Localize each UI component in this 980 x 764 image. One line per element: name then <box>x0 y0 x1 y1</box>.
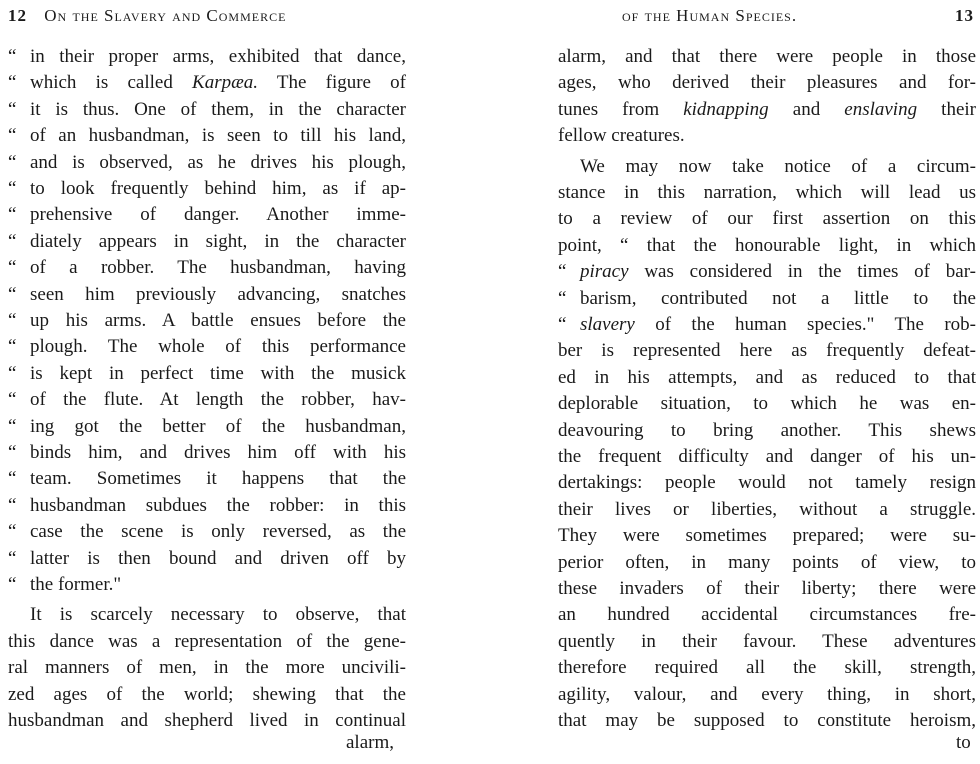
quote-mark: “ <box>8 125 17 147</box>
quote-mark: “ <box>558 314 567 335</box>
line-text: an hundred accidental circumstances fre- <box>558 604 976 626</box>
line-text: of the human species." The rob- <box>634 314 976 335</box>
right-page-number: 13 <box>955 6 974 25</box>
line-text: husbandman and shepherd lived in continual <box>8 710 406 731</box>
text-line <box>558 259 976 285</box>
text-line <box>8 282 406 308</box>
line-text: point, “ that the honourable light, in which <box>558 234 976 256</box>
line-text: stance in this narration, which will lead us <box>558 182 976 203</box>
line-text: of an husbandman, is seen to till his land, <box>30 125 406 147</box>
line-text: and <box>768 98 845 120</box>
text-line <box>8 176 406 202</box>
text-line <box>8 150 406 176</box>
quote-mark: “ <box>8 389 17 411</box>
text-line <box>8 493 406 519</box>
quote-mark: “ <box>558 287 567 309</box>
text-line <box>8 546 406 572</box>
text-line <box>8 414 406 440</box>
text-line <box>30 602 406 628</box>
text-line <box>558 444 976 470</box>
line-text: their <box>917 98 976 120</box>
left-page <box>0 0 420 764</box>
quote-mark: “ <box>8 547 17 569</box>
text-line <box>558 470 976 496</box>
left-running-head <box>8 6 408 34</box>
text-line <box>8 97 406 123</box>
text-line <box>558 523 976 549</box>
line-text: of a robber. The husbandman, having <box>30 257 406 279</box>
text-line <box>8 70 406 96</box>
quote-mark: “ <box>8 283 17 305</box>
line-text: plough. The whole of this performance <box>30 336 406 358</box>
line-text: their lives or liberties, without a struggle. <box>558 498 976 520</box>
line-text: this dance was a representation of the gene- <box>8 630 406 652</box>
line-text: They were sometimes prepared; were su- <box>558 525 976 547</box>
text-line <box>8 519 406 545</box>
line-text: latter is then bound and driven off by <box>30 547 406 569</box>
right-running-title: of the Human Species. <box>622 6 798 25</box>
text-line <box>558 682 976 708</box>
line-text: that may be supposed to constitute heroism, <box>558 710 976 731</box>
line-text: perior often, in many points of view, to <box>558 551 976 573</box>
line-text: The figure of <box>258 72 407 94</box>
text-line <box>580 154 976 180</box>
quote-mark: “ <box>558 261 567 283</box>
text-line <box>558 286 976 312</box>
text-line <box>8 655 406 681</box>
text-line <box>558 338 976 364</box>
text-line <box>8 361 406 387</box>
line-text: is kept in perfect time with the musick <box>30 362 406 384</box>
line-text: which is called <box>30 72 193 94</box>
italic-text: piracy <box>580 261 629 283</box>
text-line <box>558 97 976 123</box>
line-text: team. Sometimes it happens that the <box>30 468 406 490</box>
text-line <box>8 682 406 708</box>
line-text: ages, who derived their pleasures and for- <box>558 72 976 94</box>
quote-mark: “ <box>8 98 17 120</box>
left-catchword: alarm, <box>346 732 395 753</box>
text-line <box>8 334 406 360</box>
quote-mark: “ <box>8 151 17 173</box>
quote-mark: “ <box>8 574 17 595</box>
line-text: the frequent difficulty and danger of his un- <box>558 446 976 467</box>
quote-mark: “ <box>8 72 17 94</box>
text-line <box>558 602 976 628</box>
text-line <box>558 550 976 576</box>
quote-mark: “ <box>8 442 17 463</box>
quote-mark: “ <box>8 230 17 252</box>
line-text: binds him, and drives him off with his <box>30 442 406 463</box>
line-text: We may now take notice of a circum- <box>580 155 976 177</box>
text-line <box>558 206 976 232</box>
line-text: it is thus. One of them, in the character <box>30 98 406 120</box>
text-line <box>8 308 406 334</box>
italic-text: kidnapping <box>683 98 769 120</box>
line-text: prehensive of danger. Another imme- <box>30 204 406 226</box>
quote-mark: “ <box>8 336 17 358</box>
right-page <box>548 0 980 764</box>
line-text: alarm, and that there were people in those <box>558 46 976 67</box>
line-text: and is observed, as he drives his plough, <box>30 151 406 173</box>
text-line <box>558 123 976 149</box>
line-text: in their proper arms, exhibited that dance, <box>30 46 406 67</box>
text-line <box>558 312 976 338</box>
quote-mark: “ <box>8 415 17 437</box>
right-running-head <box>622 6 974 34</box>
text-line <box>558 44 976 70</box>
text-line <box>558 70 976 96</box>
text-line <box>558 497 976 523</box>
text-line <box>8 466 406 492</box>
line-text: ing got the better of the husbandman, <box>30 415 406 437</box>
text-line <box>558 655 976 681</box>
text-line <box>558 233 976 259</box>
text-line <box>558 365 976 391</box>
line-text: up his arms. A battle ensues before the <box>30 310 406 331</box>
text-line <box>8 44 406 70</box>
italic-text: enslaving <box>844 98 918 120</box>
quote-mark: “ <box>8 178 17 199</box>
line-text: tunes from <box>558 98 684 120</box>
quote-mark: “ <box>8 310 17 331</box>
right-catchword: to <box>956 732 971 753</box>
text-line <box>558 180 976 206</box>
line-text: ed in his attempts, and as reduced to that <box>558 366 976 388</box>
line-text: It is scarcely necessary to observe, that <box>30 604 406 626</box>
text-line <box>8 202 406 228</box>
text-line <box>8 255 406 281</box>
quote-mark: “ <box>8 494 17 516</box>
line-text: of the flute. At length the robber, hav- <box>30 389 406 411</box>
line-text: quently in their favour. These adventures <box>558 630 976 652</box>
text-line <box>558 576 976 602</box>
text-line <box>8 440 406 466</box>
line-text: therefore required all the skill, strength, <box>558 657 976 679</box>
line-text: to a review of our first assertion on this <box>558 208 976 230</box>
line-text: these invaders of their liberty; there were <box>558 578 976 599</box>
quote-mark: “ <box>8 468 17 490</box>
left-page-number: 12 <box>8 6 27 25</box>
line-text: ber is represented here as frequently defeat- <box>558 340 976 362</box>
line-text: husbandman subdues the robber: in this <box>30 494 406 516</box>
line-text: case the scene is only reversed, as the <box>30 521 406 543</box>
line-text: deplorable situation, to which he was en- <box>558 393 976 415</box>
line-text: barism, contributed not a little to the <box>580 287 976 309</box>
line-text: was considered in the times of bar- <box>628 261 976 283</box>
left-running-title: On the Slavery and Commerce <box>44 6 287 25</box>
line-text: the former." <box>30 574 122 595</box>
text-line <box>8 123 406 149</box>
quote-mark: “ <box>8 46 17 67</box>
italic-text: slavery <box>580 314 635 335</box>
line-text: zed ages of the world; shewing that the <box>8 683 406 705</box>
text-line <box>8 629 406 655</box>
italic-text: Karpæa. <box>192 72 259 94</box>
quote-mark: “ <box>8 362 17 384</box>
line-text: fellow creatures. <box>558 125 685 147</box>
text-line <box>8 572 406 598</box>
text-line <box>558 418 976 444</box>
line-text: ral manners of men, in the more uncivili- <box>8 657 406 679</box>
line-text: agility, valour, and every thing, in short, <box>558 683 976 705</box>
line-text: to look frequently behind him, as if ap- <box>30 178 406 199</box>
text-line <box>8 229 406 255</box>
line-text: diately appears in sight, in the character <box>30 230 406 252</box>
text-line <box>8 387 406 413</box>
text-line <box>558 629 976 655</box>
quote-mark: “ <box>8 257 17 279</box>
quote-mark: “ <box>8 204 17 226</box>
text-line <box>558 391 976 417</box>
line-text: dertakings: people would not tamely resign <box>558 472 976 494</box>
line-text: deavouring to bring another. This shews <box>558 419 976 441</box>
line-text: seen him previously advancing, snatches <box>30 283 406 305</box>
quote-mark: “ <box>8 521 17 543</box>
text-line <box>558 708 976 734</box>
